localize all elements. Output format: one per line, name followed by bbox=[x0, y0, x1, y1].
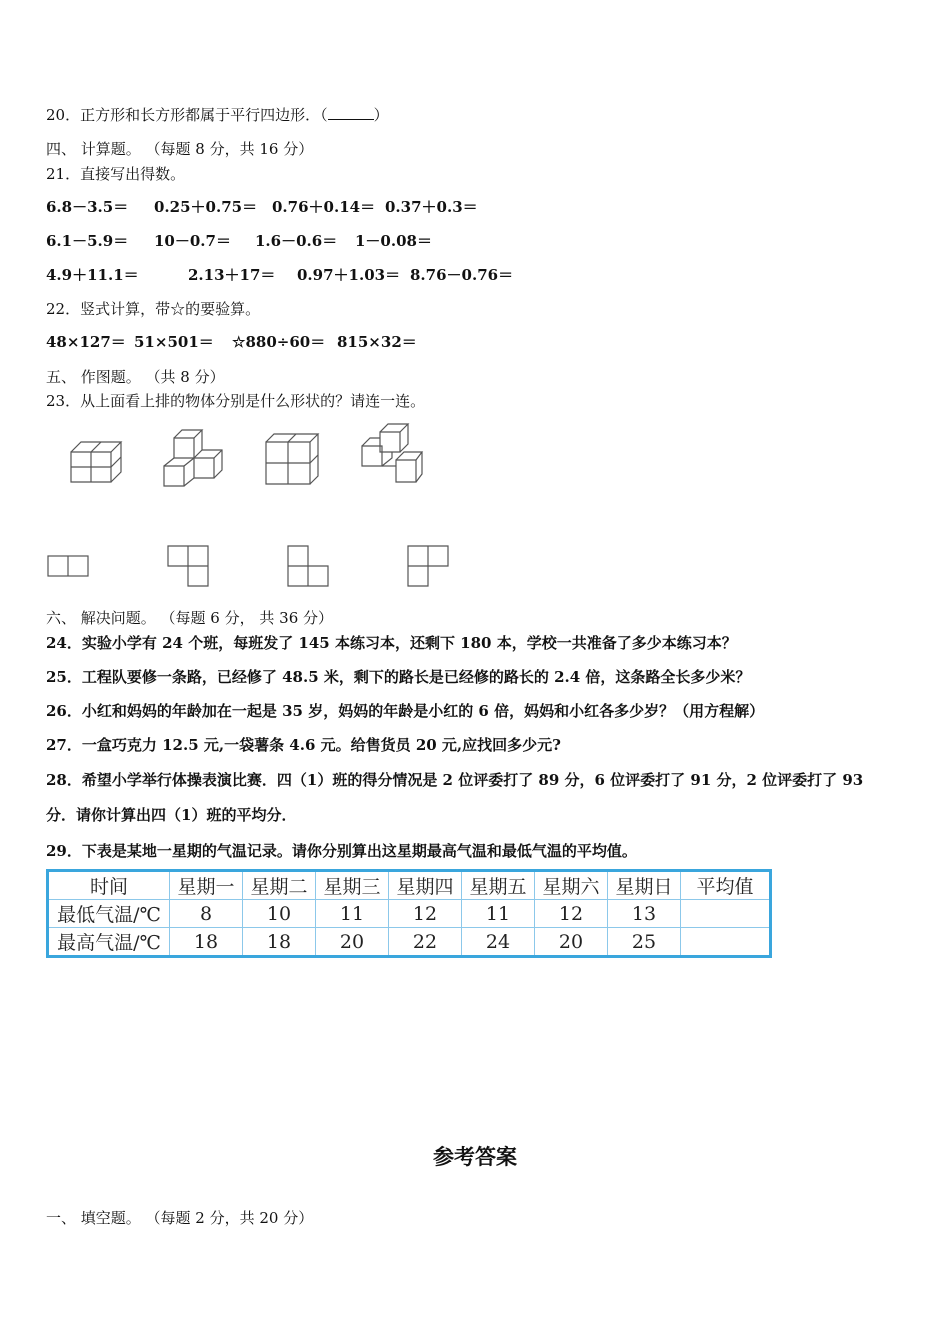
question-24: 24．实验小学有 24 个班，每班发了 145 本练习本，还剩下 180 本，学校一共准备了多少本练习本？ bbox=[46, 634, 737, 652]
table-cell: 8 bbox=[170, 900, 243, 928]
expr: ☆880÷60＝ bbox=[232, 333, 326, 351]
table-header-cell: 星期五 bbox=[462, 871, 535, 900]
question-26: 26．小红和妈妈的年龄加在一起是 35 岁，妈妈的年龄是小红的 6 倍，妈妈和小红各多少岁？（用方程解） bbox=[46, 702, 765, 720]
expr: 6.8－3.5＝ bbox=[46, 198, 129, 216]
expr: 815×32＝ bbox=[337, 333, 417, 351]
table-cell: 24 bbox=[462, 928, 535, 957]
table-header-row bbox=[48, 871, 771, 900]
table-cell: 12 bbox=[535, 900, 608, 928]
section-6-heading: 六、 解决问题。 （每题 6 分， 共 36 分） bbox=[46, 609, 334, 627]
table-cell: 18 bbox=[243, 928, 316, 957]
top-view-1 bbox=[46, 554, 92, 580]
expr: 2.13＋17＝ bbox=[188, 266, 276, 284]
table-header-cell: 平均值 bbox=[681, 871, 771, 900]
table-header-cell: 星期三 bbox=[316, 871, 389, 900]
table-header-cell: 星期六 bbox=[535, 871, 608, 900]
table-cell: 20 bbox=[316, 928, 389, 957]
question-29: 29．下表是某地一星期的气温记录。请你分别算出这星期最高气温和最低气温的平均值。 bbox=[46, 842, 637, 860]
expr: 48×127＝ bbox=[46, 333, 126, 351]
table-header-cell: 时间 bbox=[48, 871, 170, 900]
average-cell[interactable] bbox=[681, 928, 771, 957]
table-row bbox=[48, 928, 771, 957]
answers-title: 参考答案 bbox=[433, 1145, 517, 1169]
question-20: 20．正方形和长方形都属于平行四边形．（ ） bbox=[46, 106, 389, 124]
table-cell: 12 bbox=[389, 900, 462, 928]
table-cell: 10 bbox=[243, 900, 316, 928]
table-header-cell: 星期日 bbox=[608, 871, 681, 900]
table-cell: 18 bbox=[170, 928, 243, 957]
table-cell: 11 bbox=[316, 900, 389, 928]
question-27: 27．一盒巧克力 12.5 元,一袋薯条 4.6 元。给售货员 20 元,应找回多少元? bbox=[46, 736, 561, 754]
expr: 8.76－0.76＝ bbox=[410, 266, 514, 284]
table-header-cell: 星期二 bbox=[243, 871, 316, 900]
table-cell: 20 bbox=[535, 928, 608, 957]
expr: 0.25＋0.75＝ bbox=[154, 198, 258, 216]
expr: 4.9＋11.1＝ bbox=[46, 266, 139, 284]
cube-object-4 bbox=[356, 420, 426, 486]
expr: 51×501＝ bbox=[134, 333, 214, 351]
average-cell[interactable] bbox=[681, 900, 771, 928]
section-4-heading: 四、 计算题。 （每题 8 分，共 16 分） bbox=[46, 140, 314, 158]
expr: 0.37＋0.3＝ bbox=[385, 198, 478, 216]
table-cell: 25 bbox=[608, 928, 681, 957]
question-28-line-2: 分．请你计算出四（1）班的平均分． bbox=[46, 806, 297, 824]
question-25: 25．工程队要修一条路，已经修了 48.5 米，剩下的路长是已经修的路长的 2.4 倍，这条路全长多少米？ bbox=[46, 668, 751, 686]
table-cell: 13 bbox=[608, 900, 681, 928]
expr: 0.97＋1.03＝ bbox=[297, 266, 401, 284]
temperature-table bbox=[46, 869, 772, 958]
expr: 1－0.08＝ bbox=[355, 232, 432, 250]
cube-object-3 bbox=[262, 430, 322, 488]
top-view-3 bbox=[286, 544, 332, 590]
table-row bbox=[48, 900, 771, 928]
question-20-text: 20．正方形和长方形都属于平行四边形．（ bbox=[46, 106, 328, 124]
question-22: 22．竖式计算，带☆的要验算。 bbox=[46, 300, 261, 318]
answers-section-1-heading: 一、 填空题。 （每题 2 分，共 20 分） bbox=[46, 1209, 314, 1227]
cube-object-1 bbox=[66, 432, 126, 486]
expr: 1.6－0.6＝ bbox=[255, 232, 338, 250]
cube-object-2 bbox=[160, 426, 226, 488]
expr: 0.76＋0.14＝ bbox=[272, 198, 376, 216]
question-28-line-1: 28．希望小学举行体操表演比赛．四（1）班的得分情况是 2 位评委打了 89 分，6 位评委打了 91 分，2 位评委打了 93 bbox=[46, 771, 864, 789]
question-23: 23．从上面看上排的物体分别是什么形状的？请连一连。 bbox=[46, 392, 426, 410]
answer-blank[interactable] bbox=[328, 107, 374, 120]
expr: 6.1－5.9＝ bbox=[46, 232, 129, 250]
table-cell: 22 bbox=[389, 928, 462, 957]
table-header-cell: 星期一 bbox=[170, 871, 243, 900]
table-header-cell: 星期四 bbox=[389, 871, 462, 900]
expr: 10－0.7＝ bbox=[154, 232, 231, 250]
question-21: 21．直接写出得数。 bbox=[46, 165, 186, 183]
top-view-2 bbox=[166, 544, 212, 590]
table-cell: 11 bbox=[462, 900, 535, 928]
table-cell: 最高气温/℃ bbox=[48, 928, 170, 957]
table-cell: 最低气温/℃ bbox=[48, 900, 170, 928]
top-view-4 bbox=[406, 544, 452, 590]
section-5-heading: 五、 作图题。 （共 8 分） bbox=[46, 368, 225, 386]
